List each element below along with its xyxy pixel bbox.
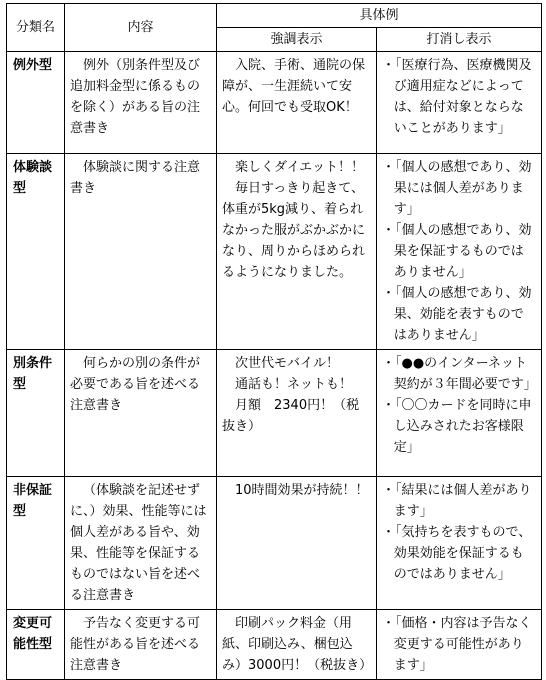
table-row — [7, 610, 542, 680]
content-cell — [65, 477, 217, 610]
emphasis-text: 10時間効果が持続！！ — [235, 483, 369, 498]
content-text: 予告なく変更する可能性がある旨を述べる注意書き — [70, 616, 201, 673]
content-text: 例外（別条件型及び追加料金型に係るものを除く）がある旨の注意書き — [70, 58, 201, 136]
emphasis-text: 楽しくダイエット！！ — [235, 160, 364, 175]
content-text: 体験談に関する注意書き — [70, 160, 201, 196]
emphasis-cell — [217, 350, 377, 477]
category-cell: 別条件型 — [7, 350, 65, 477]
table-row — [7, 52, 542, 154]
disclaimer-cell — [377, 52, 542, 154]
disclaimer-text: ・「気持ちを表すもので、効果効能を保証するものではありません」 — [382, 525, 532, 582]
disclaimer-text: ・「個人の感想であり、効果、効能を表すものではありません」 — [382, 286, 532, 343]
category-cell: 非保証型 — [7, 477, 65, 610]
disclaimer-text: ・「〇〇カードを同時に申し込みされたお客様限定」 — [382, 398, 532, 455]
table-row — [7, 154, 542, 350]
category-cell: 体験談型 — [7, 154, 65, 350]
ad-disclaimer-table — [6, 3, 542, 680]
content-text: （体験談を記述せずに、）効果、性能等には個人差がある旨や、効果、性能等を保証するものではない旨を述べる注意書き — [70, 483, 207, 603]
category-cell: 変更可能性型 — [7, 610, 65, 680]
emphasis-text: 次世代モバイル！ — [235, 356, 340, 371]
emphasis-text: 毎日すっきり起きて、体重が5kg減り、着られなかった服がぶかぶかになり、周りからほめられるようになりました。 — [222, 181, 366, 280]
content-text: 何らかの別の条件が必要である旨を述べる注意書き — [70, 356, 201, 413]
disclaimer-text: ・「個人の感想であり、効果を保証するものではありません」 — [382, 223, 532, 280]
content-cell — [65, 154, 217, 350]
header-category: 分類名 — [7, 4, 65, 52]
emphasis-text: 通話も！ネットも！ — [235, 377, 353, 392]
emphasis-cell — [217, 52, 377, 154]
emphasis-text: 月額 2340円！（税抜き） — [222, 398, 360, 434]
header-emphasis: 強調表示 — [217, 28, 377, 52]
table-row — [7, 350, 542, 477]
header-content: 内容 — [65, 4, 217, 52]
disclaimer-text: ・「個人の感想であり、効果には個人差があります」 — [382, 160, 532, 217]
header-examples: 具体例 — [217, 4, 542, 28]
disclaimer-text: ・「●●のインターネット契約が３年間必要です」 — [382, 356, 537, 392]
disclaimer-cell — [377, 610, 542, 680]
content-cell — [65, 52, 217, 154]
content-cell — [65, 350, 217, 477]
emphasis-cell — [217, 477, 377, 610]
header-disclaimer: 打消し表示 — [377, 28, 542, 52]
emphasis-cell — [217, 610, 377, 680]
category-cell: 例外型 — [7, 52, 65, 154]
disclaimer-cell — [377, 154, 542, 350]
emphasis-text: 入院、手術、通院の保障が、一生涯続いて安心。何回でも受取OK！ — [222, 58, 366, 115]
table-row — [7, 477, 542, 610]
disclaimer-text: ・「価格・内容は予告なく変更する可能性があります」 — [382, 616, 532, 673]
disclaimer-text: ・「結果には個人差があります」 — [382, 483, 532, 519]
emphasis-text: 印刷パック料金（用紙、印刷込み、梱包込み）3000円！（税抜き） — [222, 616, 373, 673]
disclaimer-cell — [377, 350, 542, 477]
disclaimer-text: ・「医療行為、医療機関及び適用症などによっては、給付対象とならないことがあります」 — [382, 58, 532, 136]
emphasis-cell — [217, 154, 377, 350]
disclaimer-cell — [377, 477, 542, 610]
content-cell — [65, 610, 217, 680]
